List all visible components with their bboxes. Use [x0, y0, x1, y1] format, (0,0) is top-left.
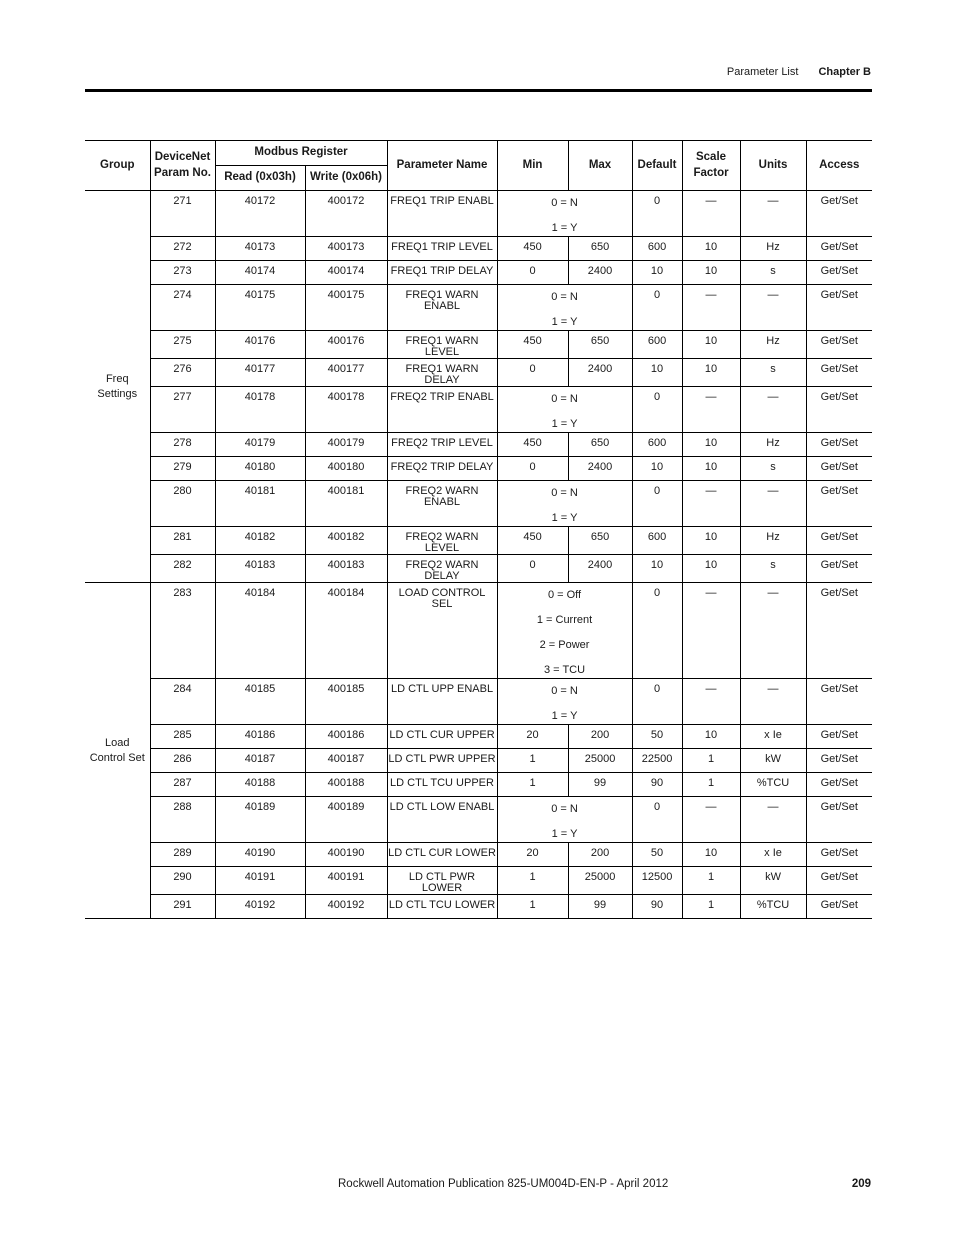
- param-number-cell: 271: [150, 191, 215, 237]
- param-number-cell: 277: [150, 387, 215, 433]
- param-number-cell: 275: [150, 331, 215, 359]
- read-register-cell: 40183: [215, 555, 305, 583]
- options-cell: [497, 285, 632, 331]
- read-register-cell: 40182: [215, 527, 305, 555]
- header-rule: [85, 89, 872, 92]
- parameter-name-cell: FREQ1 WARN DELAY: [387, 359, 497, 387]
- param-number-cell: 288: [150, 797, 215, 843]
- default-cell: 0: [632, 191, 682, 237]
- parameter-name-cell: LOAD CONTROL SEL: [387, 583, 497, 679]
- access-cell: Get/Set: [806, 387, 872, 433]
- default-cell: 0: [632, 583, 682, 679]
- access-cell: Get/Set: [806, 749, 872, 773]
- table-row: [85, 481, 872, 527]
- units-cell: s: [740, 359, 806, 387]
- units-cell: s: [740, 555, 806, 583]
- max-cell: 99: [568, 773, 632, 797]
- default-cell: 10: [632, 457, 682, 481]
- option-value: 1 = Y: [551, 710, 578, 722]
- group-label-line: Freq: [105, 373, 129, 386]
- units-cell: —: [740, 191, 806, 237]
- max-cell: 200: [568, 843, 632, 867]
- table-row: [85, 331, 872, 359]
- option-value: 0 = Off: [547, 589, 582, 601]
- units-cell: x Ie: [740, 725, 806, 749]
- table-row: [85, 191, 872, 237]
- write-register-cell: 400179: [305, 433, 387, 457]
- scale-factor-cell: 10: [682, 433, 740, 457]
- max-cell: 650: [568, 527, 632, 555]
- col-header-group: Group: [85, 141, 150, 191]
- units-cell: —: [740, 583, 806, 679]
- access-cell: Get/Set: [806, 679, 872, 725]
- write-register-cell: 400175: [305, 285, 387, 331]
- write-register-cell: 400177: [305, 359, 387, 387]
- table-body: [85, 191, 872, 919]
- col-header-devicenet-line2: Param No.: [154, 166, 211, 179]
- write-register-cell: 400183: [305, 555, 387, 583]
- write-register-cell: 400174: [305, 261, 387, 285]
- options-cell: [497, 583, 632, 679]
- table-row: [85, 679, 872, 725]
- option-value: 2 = Power: [539, 639, 590, 651]
- col-header-parameter-name: Parameter Name: [387, 141, 497, 191]
- param-number-cell: 285: [150, 725, 215, 749]
- option-value: 0 = N: [551, 685, 578, 697]
- option-value: 1 = Y: [551, 418, 578, 430]
- options-cell: [497, 679, 632, 725]
- options-cell: [497, 191, 632, 237]
- read-register-cell: 40176: [215, 331, 305, 359]
- read-register-cell: 40190: [215, 843, 305, 867]
- page-number: 209: [851, 1178, 871, 1190]
- access-cell: Get/Set: [806, 843, 872, 867]
- scale-factor-cell: 1: [682, 749, 740, 773]
- group-label-line: Load: [105, 737, 130, 750]
- min-cell: 450: [497, 237, 568, 261]
- scale-factor-cell: 10: [682, 237, 740, 261]
- parameter-name-cell: LD CTL PWR LOWER: [387, 867, 497, 895]
- max-cell: 25000: [568, 749, 632, 773]
- write-register-cell: 400184: [305, 583, 387, 679]
- default-cell: 0: [632, 679, 682, 725]
- default-cell: 10: [632, 555, 682, 583]
- scale-factor-cell: 1: [682, 867, 740, 895]
- default-cell: 600: [632, 237, 682, 261]
- param-number-cell: 284: [150, 679, 215, 725]
- max-cell: 200: [568, 725, 632, 749]
- col-header-devicenet: [150, 141, 215, 191]
- write-register-cell: 400188: [305, 773, 387, 797]
- scale-factor-cell: 10: [682, 359, 740, 387]
- parameter-name-cell: FREQ2 TRIP DELAY: [387, 457, 497, 481]
- col-header-scale-line2: Factor: [693, 166, 729, 179]
- table-row: [85, 237, 872, 261]
- table-row: [85, 773, 872, 797]
- scale-factor-cell: 10: [682, 331, 740, 359]
- default-cell: 10: [632, 261, 682, 285]
- parameter-table: [85, 140, 872, 919]
- default-cell: 0: [632, 797, 682, 843]
- option-value: 1 = Y: [551, 828, 578, 840]
- option-value: 1 = Y: [551, 316, 578, 328]
- param-number-cell: 283: [150, 583, 215, 679]
- scale-factor-cell: 10: [682, 843, 740, 867]
- group-label-line: Settings: [97, 387, 138, 400]
- access-cell: Get/Set: [806, 797, 872, 843]
- default-cell: 600: [632, 527, 682, 555]
- publication-info: Rockwell Automation Publication 825-UM004D-EN-P - April 2012: [338, 1178, 669, 1190]
- parameter-name-cell: FREQ1 TRIP LEVEL: [387, 237, 497, 261]
- parameter-name-cell: LD CTL UPP ENABL: [387, 679, 497, 725]
- col-header-scale-line1: Scale: [695, 151, 727, 163]
- write-register-cell: 400182: [305, 527, 387, 555]
- write-register-cell: 400173: [305, 237, 387, 261]
- scale-factor-cell: 10: [682, 555, 740, 583]
- parameter-name-cell: FREQ2 WARN DELAY: [387, 555, 497, 583]
- units-cell: kW: [740, 749, 806, 773]
- page-header: [727, 66, 871, 78]
- col-header-devicenet-line1: DeviceNet: [154, 151, 211, 163]
- access-cell: Get/Set: [806, 555, 872, 583]
- units-cell: —: [740, 481, 806, 527]
- min-cell: 1: [497, 749, 568, 773]
- param-number-cell: 287: [150, 773, 215, 797]
- read-register-cell: 40181: [215, 481, 305, 527]
- access-cell: Get/Set: [806, 895, 872, 919]
- parameter-name-cell: FREQ2 TRIP LEVEL: [387, 433, 497, 457]
- units-cell: Hz: [740, 237, 806, 261]
- access-cell: Get/Set: [806, 261, 872, 285]
- access-cell: Get/Set: [806, 773, 872, 797]
- units-cell: —: [740, 387, 806, 433]
- parameter-name-cell: FREQ1 TRIP DELAY: [387, 261, 497, 285]
- default-cell: 90: [632, 773, 682, 797]
- write-register-cell: 400189: [305, 797, 387, 843]
- param-number-cell: 278: [150, 433, 215, 457]
- param-number-cell: 272: [150, 237, 215, 261]
- default-cell: 600: [632, 433, 682, 457]
- group-cell: [85, 583, 150, 919]
- parameter-name-cell: FREQ2 WARN ENABL: [387, 481, 497, 527]
- table-row: [85, 797, 872, 843]
- max-cell: 2400: [568, 359, 632, 387]
- read-register-cell: 40192: [215, 895, 305, 919]
- max-cell: 650: [568, 237, 632, 261]
- option-value: 1 = Y: [551, 512, 578, 524]
- chapter-label: Chapter B: [818, 66, 871, 78]
- max-cell: 2400: [568, 457, 632, 481]
- table-row: [85, 261, 872, 285]
- read-register-cell: 40187: [215, 749, 305, 773]
- write-register-cell: 400192: [305, 895, 387, 919]
- parameter-name-cell: LD CTL TCU LOWER: [387, 895, 497, 919]
- scale-factor-cell: 1: [682, 895, 740, 919]
- param-number-cell: 281: [150, 527, 215, 555]
- param-number-cell: 282: [150, 555, 215, 583]
- access-cell: Get/Set: [806, 285, 872, 331]
- units-cell: %TCU: [740, 895, 806, 919]
- options-cell: [497, 797, 632, 843]
- default-cell: 0: [632, 387, 682, 433]
- table-row: [85, 359, 872, 387]
- min-cell: 1: [497, 867, 568, 895]
- write-register-cell: 400181: [305, 481, 387, 527]
- group-label-line: Control Set: [89, 751, 145, 764]
- parameter-name-cell: FREQ1 WARN ENABL: [387, 285, 497, 331]
- default-cell: 50: [632, 725, 682, 749]
- min-cell: 1: [497, 895, 568, 919]
- read-register-cell: 40189: [215, 797, 305, 843]
- units-cell: Hz: [740, 331, 806, 359]
- access-cell: Get/Set: [806, 359, 872, 387]
- default-cell: 12500: [632, 867, 682, 895]
- min-cell: 450: [497, 433, 568, 457]
- write-register-cell: 400191: [305, 867, 387, 895]
- read-register-cell: 40173: [215, 237, 305, 261]
- default-cell: 50: [632, 843, 682, 867]
- access-cell: Get/Set: [806, 433, 872, 457]
- parameter-name-cell: FREQ1 TRIP ENABL: [387, 191, 497, 237]
- table-row: [85, 387, 872, 433]
- group-cell: [85, 191, 150, 583]
- read-register-cell: 40188: [215, 773, 305, 797]
- table-row: [85, 285, 872, 331]
- read-register-cell: 40191: [215, 867, 305, 895]
- read-register-cell: 40180: [215, 457, 305, 481]
- max-cell: 99: [568, 895, 632, 919]
- units-cell: s: [740, 457, 806, 481]
- default-cell: 22500: [632, 749, 682, 773]
- options-cell: [497, 481, 632, 527]
- scale-factor-cell: —: [682, 285, 740, 331]
- units-cell: x Ie: [740, 843, 806, 867]
- table-row: [85, 457, 872, 481]
- access-cell: Get/Set: [806, 867, 872, 895]
- scale-factor-cell: —: [682, 191, 740, 237]
- table-row: [85, 527, 872, 555]
- access-cell: Get/Set: [806, 191, 872, 237]
- min-cell: 0: [497, 261, 568, 285]
- scale-factor-cell: 10: [682, 725, 740, 749]
- read-register-cell: 40174: [215, 261, 305, 285]
- param-number-cell: 289: [150, 843, 215, 867]
- access-cell: Get/Set: [806, 237, 872, 261]
- units-cell: kW: [740, 867, 806, 895]
- scale-factor-cell: —: [682, 583, 740, 679]
- access-cell: Get/Set: [806, 583, 872, 679]
- option-value: 0 = N: [551, 291, 578, 303]
- read-register-cell: 40175: [215, 285, 305, 331]
- min-cell: 0: [497, 359, 568, 387]
- write-register-cell: 400187: [305, 749, 387, 773]
- write-register-cell: 400172: [305, 191, 387, 237]
- col-header-modbus: Modbus Register: [215, 141, 387, 166]
- option-value: 1 = Current: [536, 614, 593, 626]
- max-cell: 2400: [568, 555, 632, 583]
- access-cell: Get/Set: [806, 457, 872, 481]
- col-header-write: Write (0x06h): [305, 166, 387, 191]
- write-register-cell: 400185: [305, 679, 387, 725]
- param-number-cell: 286: [150, 749, 215, 773]
- max-cell: 650: [568, 433, 632, 457]
- min-cell: 20: [497, 843, 568, 867]
- col-header-read: Read (0x03h): [215, 166, 305, 191]
- param-number-cell: 274: [150, 285, 215, 331]
- col-header-default: Default: [632, 141, 682, 191]
- scale-factor-cell: 1: [682, 773, 740, 797]
- max-cell: 650: [568, 331, 632, 359]
- access-cell: Get/Set: [806, 527, 872, 555]
- read-register-cell: 40186: [215, 725, 305, 749]
- write-register-cell: 400180: [305, 457, 387, 481]
- param-number-cell: 291: [150, 895, 215, 919]
- units-cell: Hz: [740, 433, 806, 457]
- table-row: [85, 555, 872, 583]
- col-header-access: Access: [806, 141, 872, 191]
- read-register-cell: 40179: [215, 433, 305, 457]
- parameter-name-cell: LD CTL PWR UPPER: [387, 749, 497, 773]
- min-cell: 0: [497, 555, 568, 583]
- max-cell: 25000: [568, 867, 632, 895]
- default-cell: 0: [632, 481, 682, 527]
- option-value: 0 = N: [551, 393, 578, 405]
- table-row: [85, 433, 872, 457]
- parameter-name-cell: FREQ1 WARN LEVEL: [387, 331, 497, 359]
- access-cell: Get/Set: [806, 331, 872, 359]
- min-cell: 20: [497, 725, 568, 749]
- parameter-name-cell: LD CTL TCU UPPER: [387, 773, 497, 797]
- default-cell: 10: [632, 359, 682, 387]
- read-register-cell: 40184: [215, 583, 305, 679]
- param-number-cell: 290: [150, 867, 215, 895]
- scale-factor-cell: —: [682, 679, 740, 725]
- option-value: 3 = TCU: [543, 664, 586, 676]
- table-row: [85, 867, 872, 895]
- units-cell: Hz: [740, 527, 806, 555]
- scale-factor-cell: 10: [682, 457, 740, 481]
- parameter-name-cell: FREQ2 TRIP ENABL: [387, 387, 497, 433]
- scale-factor-cell: 10: [682, 261, 740, 285]
- param-number-cell: 279: [150, 457, 215, 481]
- read-register-cell: 40172: [215, 191, 305, 237]
- read-register-cell: 40177: [215, 359, 305, 387]
- parameter-name-cell: LD CTL LOW ENABL: [387, 797, 497, 843]
- write-register-cell: 400176: [305, 331, 387, 359]
- min-cell: 1: [497, 773, 568, 797]
- col-header-max: Max: [568, 141, 632, 191]
- scale-factor-cell: —: [682, 481, 740, 527]
- option-value: 0 = N: [551, 487, 578, 499]
- parameter-name-cell: LD CTL CUR LOWER: [387, 843, 497, 867]
- write-register-cell: 400178: [305, 387, 387, 433]
- scale-factor-cell: —: [682, 387, 740, 433]
- option-value: 0 = N: [551, 197, 578, 209]
- param-number-cell: 280: [150, 481, 215, 527]
- table-row: [85, 749, 872, 773]
- option-value: 0 = N: [551, 803, 578, 815]
- col-header-min: Min: [497, 141, 568, 191]
- max-cell: 2400: [568, 261, 632, 285]
- read-register-cell: 40178: [215, 387, 305, 433]
- read-register-cell: 40185: [215, 679, 305, 725]
- min-cell: 450: [497, 331, 568, 359]
- param-number-cell: 276: [150, 359, 215, 387]
- table-row: [85, 583, 872, 679]
- col-header-scale: [682, 141, 740, 191]
- units-cell: s: [740, 261, 806, 285]
- section-title: Parameter List: [726, 66, 799, 78]
- table-row: [85, 725, 872, 749]
- min-cell: 0: [497, 457, 568, 481]
- param-number-cell: 273: [150, 261, 215, 285]
- scale-factor-cell: —: [682, 797, 740, 843]
- units-cell: —: [740, 679, 806, 725]
- options-cell: [497, 387, 632, 433]
- default-cell: 0: [632, 285, 682, 331]
- units-cell: —: [740, 285, 806, 331]
- access-cell: Get/Set: [806, 481, 872, 527]
- access-cell: Get/Set: [806, 725, 872, 749]
- default-cell: 90: [632, 895, 682, 919]
- parameter-name-cell: LD CTL CUR UPPER: [387, 725, 497, 749]
- units-cell: —: [740, 797, 806, 843]
- min-cell: 450: [497, 527, 568, 555]
- default-cell: 600: [632, 331, 682, 359]
- write-register-cell: 400190: [305, 843, 387, 867]
- parameter-name-cell: FREQ2 WARN LEVEL: [387, 527, 497, 555]
- table-row: [85, 895, 872, 919]
- write-register-cell: 400186: [305, 725, 387, 749]
- table-row: [85, 843, 872, 867]
- scale-factor-cell: 10: [682, 527, 740, 555]
- units-cell: %TCU: [740, 773, 806, 797]
- option-value: 1 = Y: [551, 222, 578, 234]
- col-header-units: Units: [740, 141, 806, 191]
